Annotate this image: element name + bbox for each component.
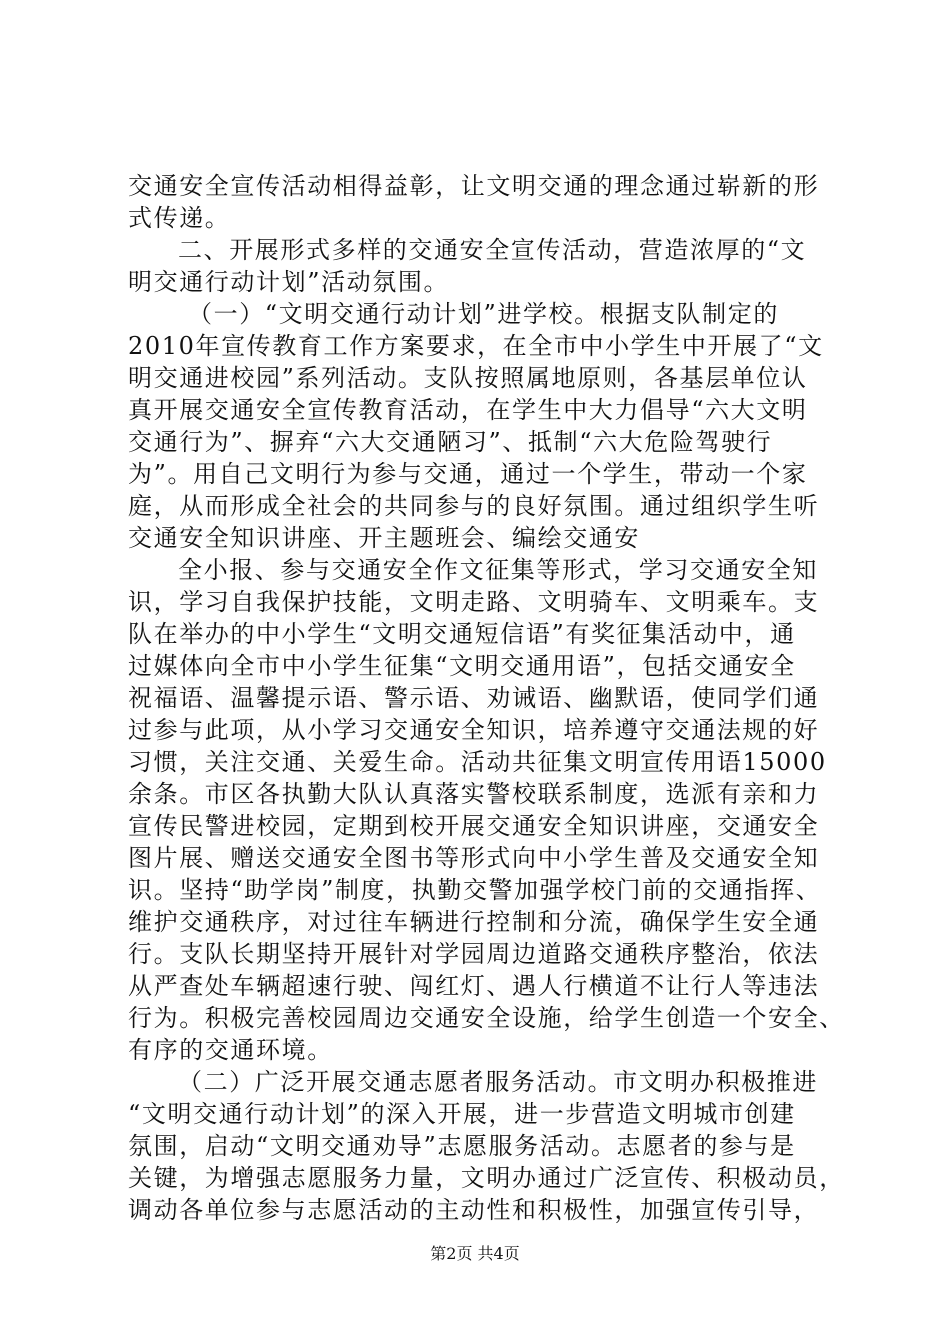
text-line: 交通行为”、摒弃“六大交通陋习”、抵制“六大危险驾驶行: [128, 428, 773, 456]
text-line: 识。坚持“助学岗”制度，执勤交警加强学校门前的交通指挥、: [128, 876, 822, 904]
text-line: 识，学习自我保护技能，文明走路、文明骑车、文明乘车。支: [128, 588, 820, 616]
text-line: 行为。积极完善校园周边交通安全设施，给学生创造一个安全、: [128, 1004, 845, 1032]
text-line: 余条。市区各执勤大队认真落实警校联系制度，选派有亲和力: [128, 780, 820, 808]
text-line: 队在举办的中小学生“文明交通短信语”有奖征集活动中，通: [128, 620, 796, 648]
text-line: 关键，为增强志愿服务力量，文明办通过广泛宣传、积极动员，: [128, 1164, 845, 1192]
text-line: 过媒体向全市中小学生征集“文明交通用语”，包括交通安全: [128, 652, 796, 680]
text-line: 式传递。: [128, 204, 231, 232]
section-heading-line: 二、开展形式多样的交通安全宣传活动，营造浓厚的“文: [178, 236, 807, 264]
paragraph-start-line: 全小报、参与交通安全作文征集等形式，学习交通安全知: [178, 556, 818, 584]
text-line: 有序的交通环境。: [128, 1036, 333, 1064]
text-line: 交通安全宣传活动相得益彰，让文明交通的理念通过崭新的形: [128, 172, 820, 200]
text-line: 习惯，关注交通、关爱生命。活动共征集文明宣传用语15000: [128, 748, 827, 776]
text-line: 交通安全知识讲座、开主题班会、编绘交通安: [128, 524, 640, 552]
text-line: 宣传民警进校园，定期到校开展交通安全知识讲座，交通安全: [128, 812, 820, 840]
text-line: 真开展交通安全宣传教育活动，在学生中大力倡导“六大文明: [128, 396, 808, 424]
document-body: [128, 170, 845, 1226]
text-line: 图片展、赠送交通安全图书等形式向中小学生普及交通安全知: [128, 844, 820, 872]
text-line: 维护交通秩序，对过往车辆进行控制和分流，确保学生安全通: [128, 908, 820, 936]
subsection-heading-line: （一）“文明交通行动计划”进学校。根据支队制定的: [188, 300, 779, 328]
text-line: “文明交通行动计划”的深入开展，进一步营造文明城市创建: [128, 1100, 796, 1128]
text-line: 庭，从而形成全社会的共同参与的良好氛围。通过组织学生听: [128, 492, 820, 520]
text-line: 明交通进校园”系列活动。支队按照属地原则，各基层单位认: [128, 364, 808, 392]
text-line: 过参与此项，从小学习交通安全知识，培养遵守交通法规的好: [128, 716, 820, 744]
page-number-footer: 第2页 共4页: [430, 1244, 520, 1263]
text-line: 2010年宣传教育工作方案要求，在全市中小学生中开展了“文: [128, 332, 824, 360]
text-line: 行。支队长期坚持开展针对学园周边道路交通秩序整治，依法: [128, 940, 820, 968]
text-line: 明交通行动计划”活动氛围。: [128, 268, 450, 296]
text-line: 为”。用自己文明行为参与交通，通过一个学生，带动一个家: [128, 460, 808, 488]
text-line: 从严查处车辆超速行驶、闯红灯、遇人行横道不让行人等违法: [128, 972, 820, 1000]
text-line: 调动各单位参与志愿活动的主动性和积极性，加强宣传引导，: [128, 1196, 820, 1224]
text-line: 祝福语、温馨提示语、警示语、劝诫语、幽默语，使同学们通: [128, 684, 820, 712]
subsection-heading-line: （二）广泛开展交通志愿者服务活动。市文明办积极推进: [178, 1068, 818, 1096]
text-line: 氛围，启动“文明交通劝导”志愿服务活动。志愿者的参与是: [128, 1132, 796, 1160]
